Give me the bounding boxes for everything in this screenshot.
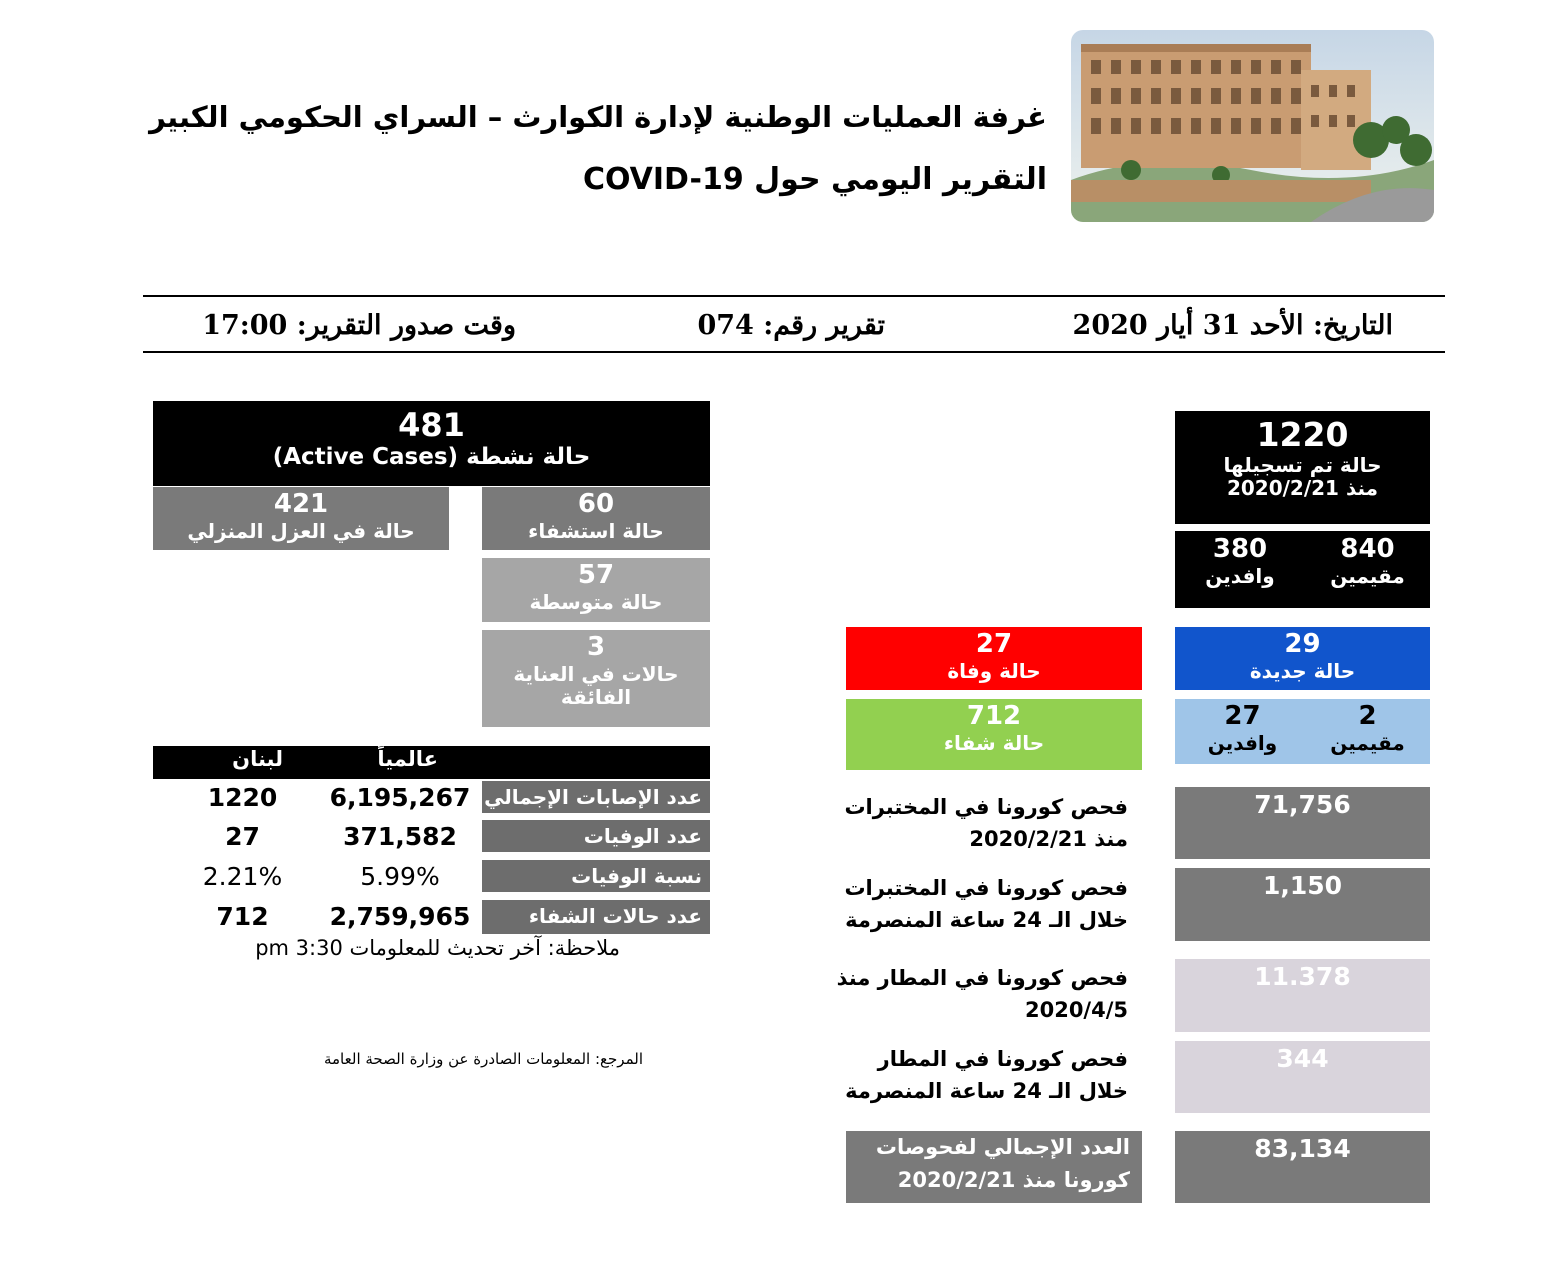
- row-global-recovered: 2,759,965: [329, 902, 471, 931]
- home-isolation-box: [153, 487, 449, 550]
- lab-tests-24h-label: [844, 873, 1128, 936]
- icu-label-line1: حالات في العناية: [513, 661, 679, 686]
- total-residents-value: 840: [1340, 534, 1395, 564]
- new-residents-value: 2: [1358, 701, 1377, 731]
- row-label-deaths: عدد الوفيات: [482, 820, 710, 852]
- row-lebanon-death-rate: 2.21%: [202, 862, 283, 891]
- airport-tests-total-label-line2: 2020/4/5: [1024, 997, 1128, 1022]
- lab-tests-24h-label-line1: فحص كورونا في المختبرات: [844, 876, 1128, 900]
- total-cases-label: حالة تم تسجيلها: [1223, 452, 1382, 477]
- new-cases-label: حالة جديدة: [1249, 658, 1356, 683]
- lab-tests-total-label: [844, 792, 1128, 855]
- home-isolation-label: حالة في العزل المنزلي: [187, 518, 415, 543]
- new-cases-box: [1175, 627, 1430, 690]
- top-rule: [143, 295, 1445, 297]
- new-cases-value: 29: [1284, 629, 1321, 659]
- icu-label-line2: الفائقة: [560, 684, 632, 709]
- new-residents-label: مقيمين: [1330, 730, 1405, 755]
- source-note: المرجع: المعلومات الصادرة عن وزارة الصحة العامة: [323, 1050, 643, 1068]
- total-residents-label: مقيمين: [1330, 563, 1405, 588]
- col-header-lebanon: لبنان: [232, 747, 283, 771]
- deaths-label: حالة وفاة: [947, 658, 1041, 683]
- icu-value: 3: [586, 632, 606, 662]
- new-residents: [1305, 702, 1430, 755]
- all-tests-total-value: 83,134: [1254, 1134, 1351, 1163]
- row-global-total-cases: 6,195,267: [329, 783, 471, 812]
- row-global-death-rate: 5.99%: [360, 862, 440, 891]
- home-isolation-value: 421: [273, 489, 329, 519]
- row-lebanon-recovered: 712: [216, 902, 269, 931]
- row-label-death-rate: نسبة الوفيات: [482, 860, 710, 892]
- active-cases-box: [153, 401, 710, 486]
- airport-tests-total-label: [837, 963, 1128, 1026]
- total-arrivals-label: وافدين: [1205, 563, 1275, 588]
- col-header-global: عالمياً: [377, 747, 438, 771]
- icu-box: [482, 630, 710, 727]
- recovered-label: حالة شفاء: [943, 730, 1045, 755]
- hospitalized-label: حالة استشفاء: [528, 518, 664, 543]
- moderate-value: 57: [577, 560, 615, 590]
- moderate-label: حالة متوسطة: [529, 589, 663, 614]
- new-cases-split-box: [1175, 699, 1430, 764]
- hospitalized-box: [482, 487, 710, 550]
- residents-arrivals-box: [1175, 531, 1430, 608]
- lab-tests-total-label-line1: فحص كورونا في المختبرات: [844, 795, 1128, 819]
- total-residents: [1305, 535, 1430, 588]
- all-tests-total-label-line1: العدد الإجمالي لفحوصات: [875, 1135, 1130, 1159]
- lab-tests-total-label-line2: منذ 2020/2/21: [969, 826, 1128, 851]
- airport-tests-24h-value: 344: [1276, 1044, 1329, 1073]
- bottom-rule: [143, 351, 1445, 353]
- recovered-value: 712: [966, 701, 1022, 731]
- active-cases-label: حالة نشطة (Active Cases): [272, 443, 591, 470]
- report-date: التاريخ: الأحد 31 أيار 2020: [1072, 310, 1393, 341]
- total-cases-box: [1175, 411, 1430, 524]
- active-cases-count: 481: [398, 406, 465, 444]
- airport-tests-24h-label: [845, 1044, 1128, 1107]
- new-arrivals-label: وافدين: [1207, 730, 1278, 755]
- update-note: ملاحظة: آخر تحديث للمعلومات 3:30 pm: [255, 936, 620, 960]
- row-label-recovered: عدد حالات الشفاء: [482, 900, 710, 934]
- recovered-box: [846, 699, 1142, 770]
- all-tests-total-label-line2: كورونا منذ 2020/2/21: [897, 1167, 1130, 1192]
- hospitalized-value: 60: [577, 489, 615, 519]
- lab-tests-24h-box: [1175, 868, 1430, 941]
- airport-tests-total-box: [1175, 959, 1430, 1032]
- total-arrivals: [1175, 535, 1305, 588]
- all-tests-total-label: [846, 1131, 1142, 1203]
- report-number: تقرير رقم: 074: [697, 310, 885, 341]
- lab-tests-total-box: [1175, 787, 1430, 859]
- moderate-box: [482, 558, 710, 622]
- lab-tests-24h-label-line2: خلال الـ 24 ساعة المنصرمة: [845, 907, 1128, 932]
- all-tests-total-box: [1175, 1131, 1430, 1203]
- airport-tests-24h-label-line1: فحص كورونا في المطار: [877, 1047, 1128, 1071]
- airport-tests-total-value: 11.378: [1254, 962, 1351, 991]
- deaths-value: 27: [975, 629, 1013, 659]
- government-building-photo: [1071, 30, 1434, 222]
- airport-tests-24h-label-line2: خلال الـ 24 ساعة المنصرمة: [845, 1078, 1128, 1103]
- lab-tests-total-value: 71,756: [1254, 790, 1351, 819]
- report-title: غرفة العمليات الوطنية لإدارة الكوارث – السراي الحكومي الكبير: [149, 100, 1047, 134]
- row-lebanon-deaths: 27: [225, 822, 260, 851]
- report-subtitle: التقرير اليومي حول COVID-19: [582, 162, 1047, 197]
- row-global-deaths: 371,582: [343, 822, 457, 851]
- lab-tests-24h-value: 1,150: [1262, 871, 1343, 900]
- deaths-box: [846, 627, 1142, 690]
- new-arrivals: [1175, 702, 1310, 755]
- total-cases-since: منذ 2020/2/21: [1226, 475, 1379, 500]
- report-issue-time: وقت صدور التقرير: 17:00: [202, 310, 516, 341]
- new-arrivals-value: 27: [1224, 701, 1261, 731]
- row-lebanon-total-cases: 1220: [207, 783, 278, 812]
- comparison-header: [153, 746, 710, 779]
- row-label-total-cases: عدد الإصابات الإجمالي: [482, 781, 710, 813]
- total-arrivals-value: 380: [1212, 534, 1268, 564]
- airport-tests-total-label-line1: فحص كورونا في المطار منذ: [836, 966, 1128, 990]
- total-cases-count: 1220: [1256, 415, 1349, 454]
- airport-tests-24h-box: [1175, 1041, 1430, 1113]
